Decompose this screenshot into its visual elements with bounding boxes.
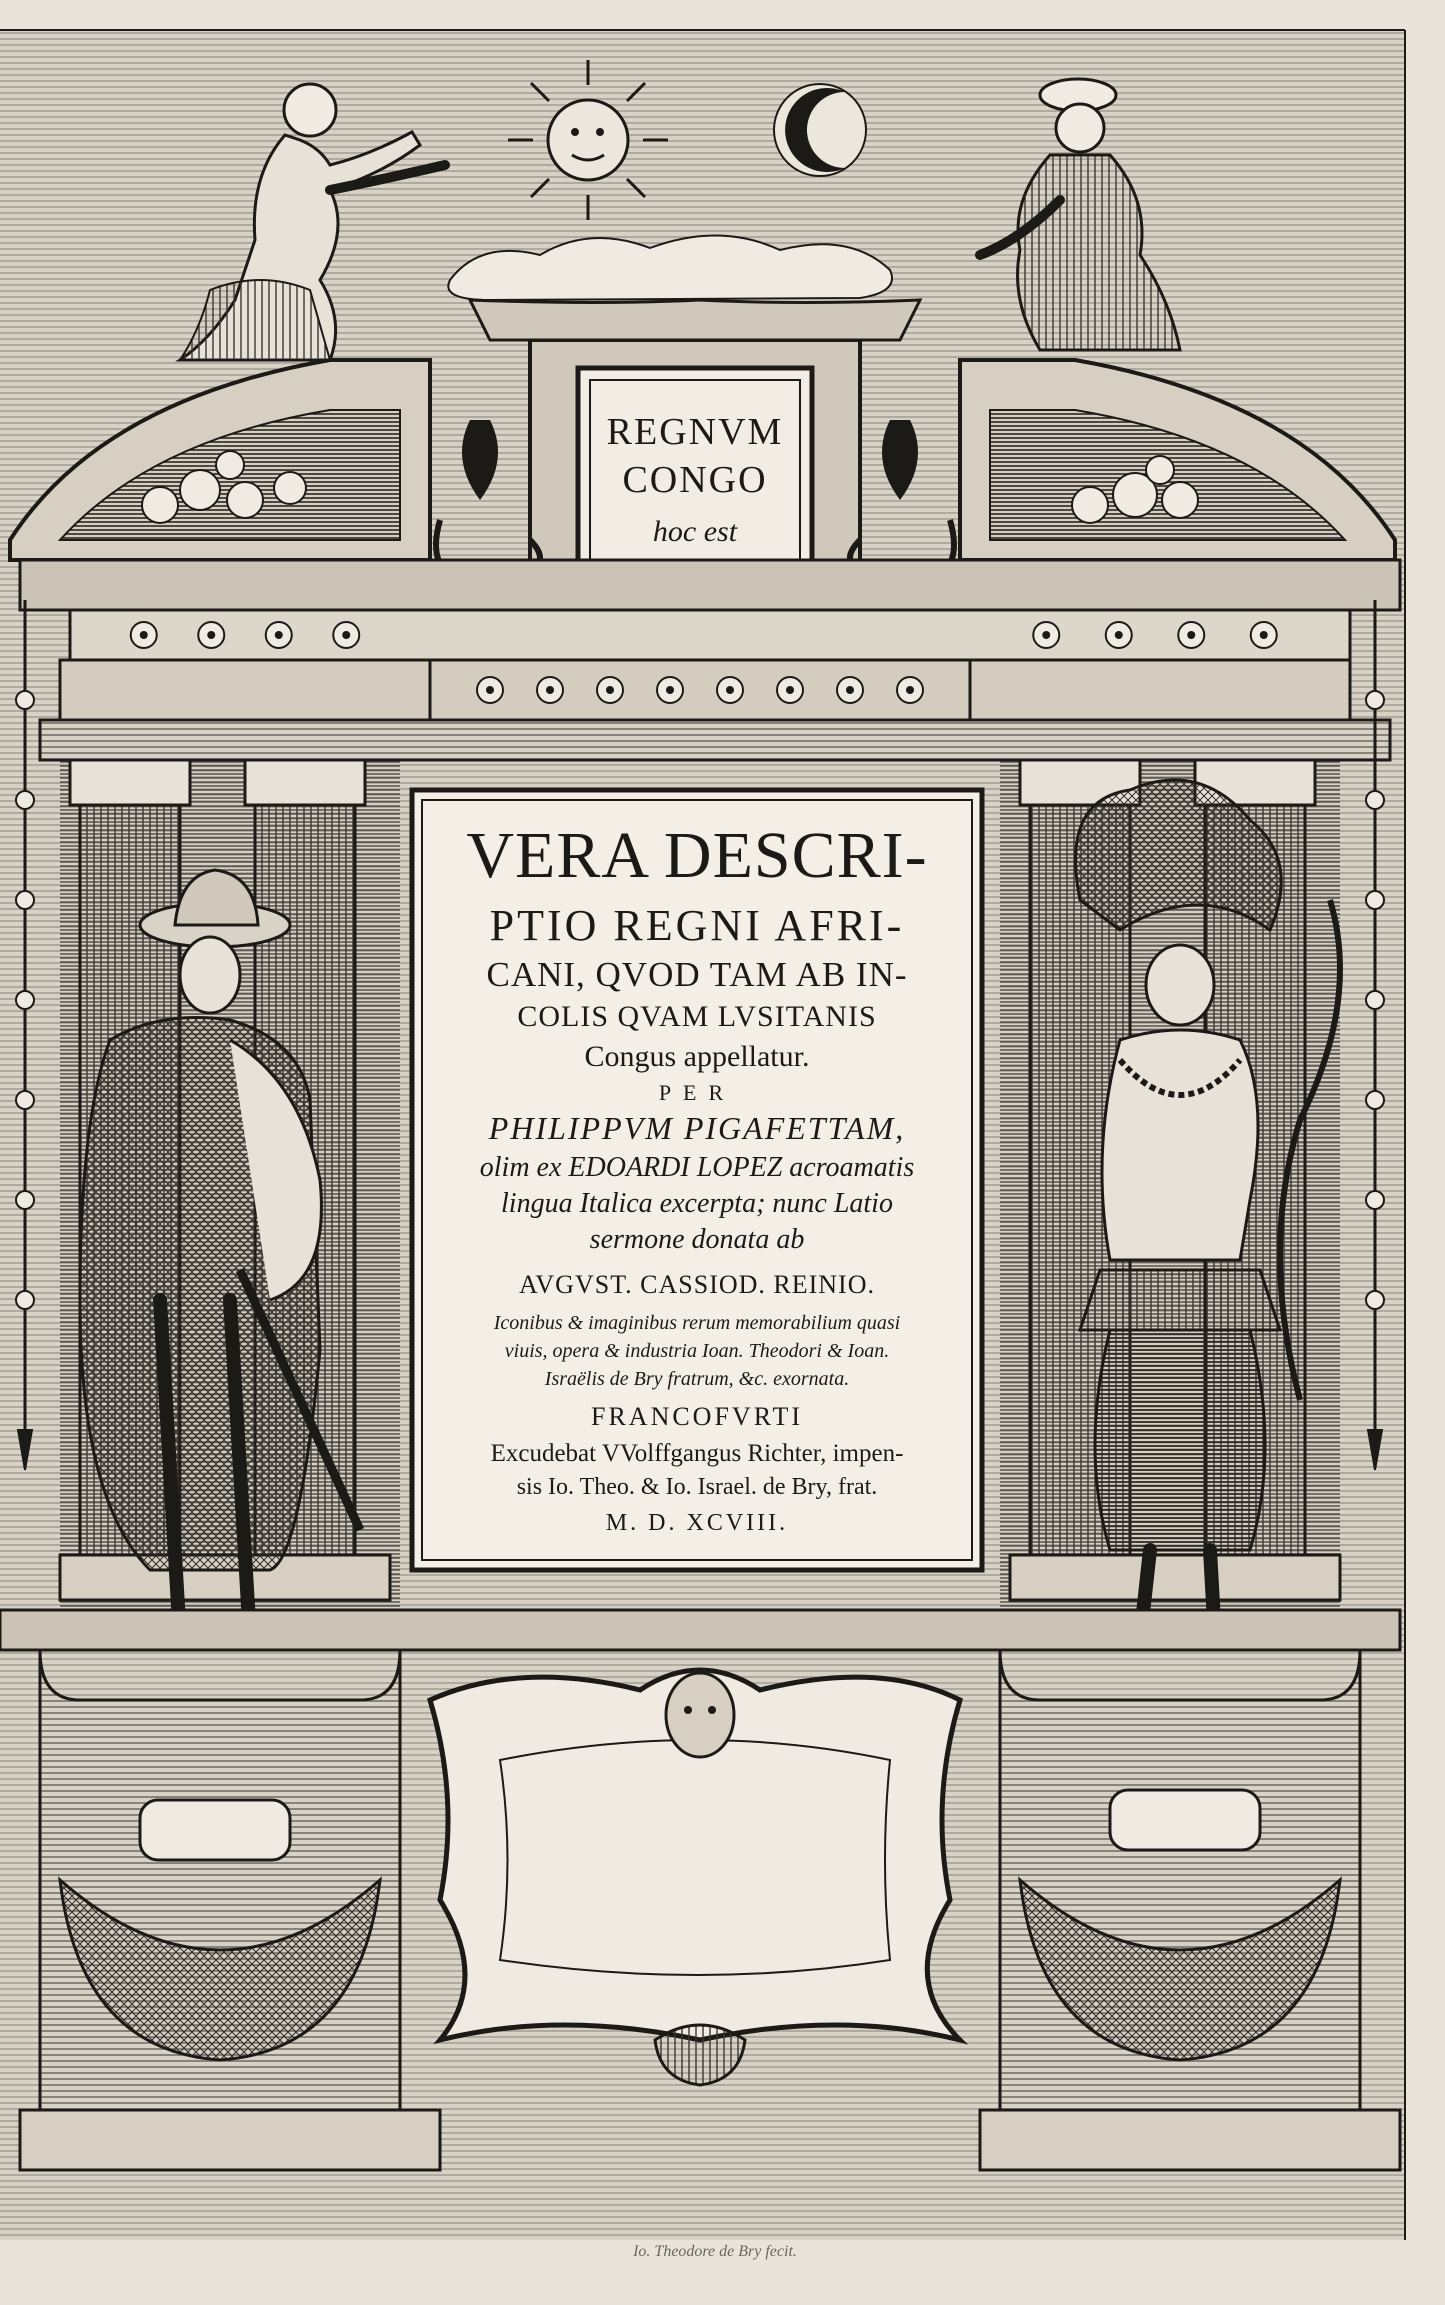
rosette-center (786, 686, 794, 694)
rosette-center (1042, 631, 1050, 639)
place-of-printing: FRANCOFVRTI (590, 1402, 804, 1431)
plaque-line-regnum: REGNVM (606, 411, 784, 453)
rosette-center (906, 686, 914, 694)
rosette-center (726, 686, 734, 694)
rosette-center (1187, 631, 1195, 639)
title-line-5: Congus appellatur. (584, 1040, 810, 1073)
plate-signature: Io. Theodore de Bry fecit. (633, 2243, 797, 2260)
per-label: PER (658, 1080, 736, 1105)
rosette-center (486, 686, 494, 694)
illustrations-line-3: Israëlis de Bry fratrum, &c. exornata. (544, 1368, 850, 1390)
sun-icon (508, 60, 668, 220)
rosette-center (846, 686, 854, 694)
rosette-center (207, 631, 215, 639)
rosette-center (606, 686, 614, 694)
source-line-2: lingua Italica excerpta; nunc Latio (501, 1188, 893, 1219)
source-line-1: olim ex EDOARDI LOPEZ acroamatis (479, 1152, 915, 1183)
title-line-4: COLIS QVAM LVSITANIS (517, 1000, 877, 1033)
plaque-line-hoc-est: hoc est (652, 515, 738, 548)
plaque-line-congo: CONGO (622, 459, 768, 501)
entablature (20, 560, 1400, 760)
illustrations-line-1: Iconibus & imaginibus rerum memorabilium quasi (493, 1312, 901, 1334)
rosette-center (140, 631, 148, 639)
moon-icon (774, 84, 866, 176)
rosette-center (666, 686, 674, 694)
source-line-3: sermone donata ab (589, 1224, 805, 1255)
rosette-center (275, 631, 283, 639)
rosette-center (1115, 631, 1123, 639)
rosette-center (546, 686, 554, 694)
printer-line-1: Excudebat VVolffgangus Richter, impen- (490, 1440, 904, 1467)
translator-name: AVGVST. CASSIOD. REINIO. (518, 1270, 875, 1299)
rosette-center (342, 631, 350, 639)
title-line-2: PTIO REGNI AFRI- (489, 901, 905, 950)
rosette-center (1260, 631, 1268, 639)
publication-year: M. D. XCVIII. (605, 1510, 789, 1536)
title-line-3: CANI, QVOD TAM AB IN- (486, 955, 908, 994)
central-cartouche (430, 1670, 960, 2085)
title-line-1: VERA DESCRI- (466, 819, 928, 892)
illustrations-line-2: viuis, opera & industria Ioan. Theodori & Ioan. (504, 1340, 890, 1362)
printer-line-2: sis Io. Theo. & Io. Israel. de Bry, frat. (516, 1474, 878, 1500)
author-name: PHILIPPVM PIGAFETTAM, (488, 1110, 906, 1146)
